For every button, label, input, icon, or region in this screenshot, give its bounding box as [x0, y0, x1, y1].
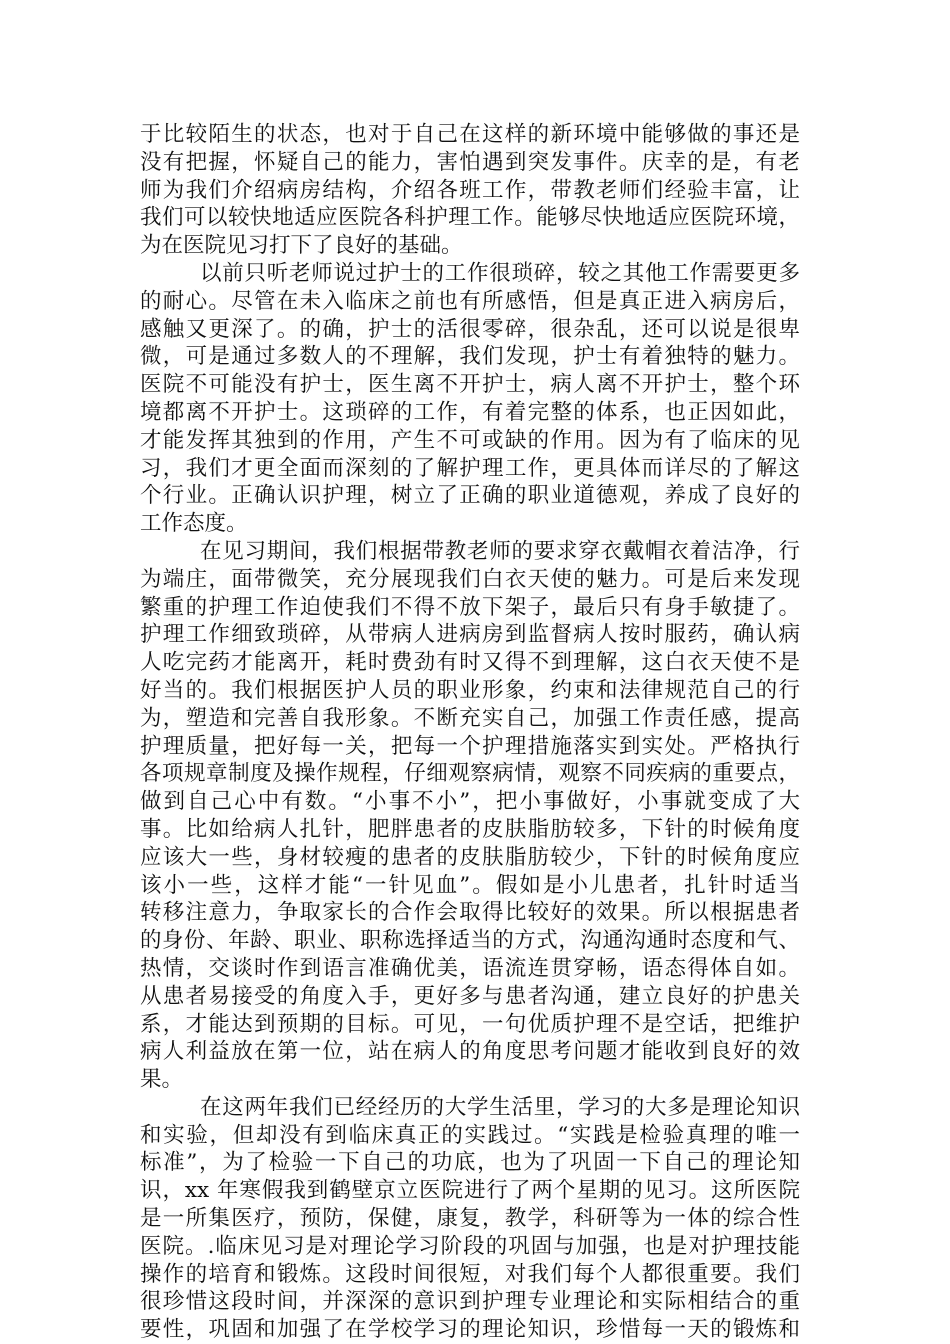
text-line: 是一所集医疗，预防，保健，康复，教学，科研等为一体的综合性 [140, 1206, 800, 1232]
text-line: 在见习期间，我们根据带教老师的要求穿衣戴帽衣着洁净，行 [200, 538, 800, 564]
text-line: 识，xx 年寒假我到鹤壁京立医院进行了两个星期的见习。这所医院 [140, 1178, 800, 1204]
text-line: 操作的培育和锻炼。这段时间很短，对我们每个人都很重要。我们 [140, 1261, 800, 1287]
text-line: 为端庄，面带微笑，充分展现我们白衣天使的魅力。可是后来发现 [140, 566, 800, 592]
text-line: 的耐心。尽管在未入临床之前也有所感悟，但是真正进入病房后， [140, 288, 800, 314]
document-body [140, 121, 800, 1344]
text-line: 微，可是通过多数人的不理解，我们发现，护士有着独特的魅力。 [140, 344, 800, 370]
text-line: 为在医院见习打下了良好的基础。 [140, 233, 463, 259]
text-line: 转移注意力，争取家长的合作会取得比较好的效果。所以根据患者 [140, 900, 800, 926]
text-line: 从患者易接受的角度入手，更好多与患者沟通，建立良好的护患关 [140, 983, 800, 1009]
text-line: 应该大一些，身材较瘦的患者的皮肤脂肪较少，下针的时候角度应 [140, 844, 800, 870]
text-line: 病人利益放在第一位，站在病人的角度思考问题才能收到良好的效 [140, 1039, 800, 1065]
paragraph [140, 1094, 800, 1344]
paragraph [140, 538, 800, 1094]
text-line: 习，我们才更全面而深刻的了解护理工作，更具体而详尽的了解这 [140, 455, 800, 481]
text-line: 境都离不开护士。这琐碎的工作，有着完整的体系，也正因如此， [140, 399, 800, 425]
text-line: 系，才能达到预期的目标。可见，一句优质护理不是空话，把维护 [140, 1011, 800, 1037]
text-line: 标准”，为了检验一下自己的功底，也为了巩固一下自己的理论知 [140, 1150, 800, 1176]
text-line: 工作态度。 [140, 511, 248, 537]
text-line: 人吃完药才能离开，耗时费劲有时又得不到理解，这白衣天使不是 [140, 650, 800, 676]
text-line: 要性，巩固和加强了在学校学习的理论知识，珍惜每一天的锻炼和 [140, 1317, 800, 1343]
text-line: 热情，交谈时作到语言准确优美，语流连贯穿畅，语态得体自如。 [140, 955, 800, 981]
text-line: 繁重的护理工作迫使我们不得不放下架子，最后只有身手敏捷了。 [140, 594, 800, 620]
text-line: 个行业。正确认识护理，树立了正确的职业道德观，养成了良好的 [140, 483, 800, 509]
text-line: 医院。.临床见习是对理论学习阶段的巩固与加强，也是对护理技能 [140, 1233, 800, 1259]
text-line: 做到自己心中有数。“小事不小”，把小事做好，小事就变成了大 [140, 789, 800, 815]
text-line: 护理质量，把好每一关，把每一个护理措施落实到实处。严格执行 [140, 733, 800, 759]
text-line: 师为我们介绍病房结构，介绍各班工作，带教老师们经验丰富，让 [140, 177, 800, 203]
paragraph [140, 121, 800, 260]
text-line: 我们可以较快地适应医院各科护理工作。能够尽快地适应医院环境， [140, 205, 800, 231]
text-line: 该小一些，这样才能“一针见血”。假如是小儿患者，扎针时适当 [140, 872, 800, 898]
text-line: 才能发挥其独到的作用，产生不可或缺的作用。因为有了临床的见 [140, 427, 800, 453]
text-line: 在这两年我们已经经历的大学生活里，学习的大多是理论知识 [200, 1094, 800, 1120]
text-line: 医院不可能没有护士，医生离不开护士，病人离不开护士，整个环 [140, 372, 800, 398]
text-line: 以前只听老师说过护士的工作很琐碎，较之其他工作需要更多 [200, 260, 800, 286]
text-line: 果。 [140, 1067, 184, 1093]
text-line: 各项规章制度及操作规程，仔细观察病情，观察不同疾病的重要点， [140, 761, 800, 787]
text-line: 很珍惜这段时间，并深深的意识到护理专业理论和实际相结合的重 [140, 1289, 800, 1315]
text-line: 为，塑造和完善自我形象。不断充实自己，加强工作责任感，提高 [140, 705, 800, 731]
text-line: 事。比如给病人扎针，肥胖患者的皮肤脂肪较多，下针的时候角度 [140, 816, 800, 842]
text-line: 护理工作细致琐碎，从带病人进病房到监督病人按时服药，确认病 [140, 622, 800, 648]
paragraph [140, 260, 800, 538]
text-line: 感触又更深了。的确，护士的活很零碎，很杂乱，还可以说是很卑 [140, 316, 800, 342]
text-line: 的身份、年龄、职业、职称选择适当的方式，沟通沟通时态度和气、 [140, 928, 800, 954]
text-line: 和实验，但却没有到临床真正的实践过。“实践是检验真理的唯一 [140, 1122, 800, 1148]
text-line: 没有把握，怀疑自己的能力，害怕遇到突发事件。庆幸的是，有老 [140, 149, 800, 175]
text-line: 于比较陌生的状态，也对于自己在这样的新环境中能够做的事还是 [140, 122, 800, 147]
text-line: 好当的。我们根据医护人员的职业形象，约束和法律规范自己的行 [140, 677, 800, 703]
